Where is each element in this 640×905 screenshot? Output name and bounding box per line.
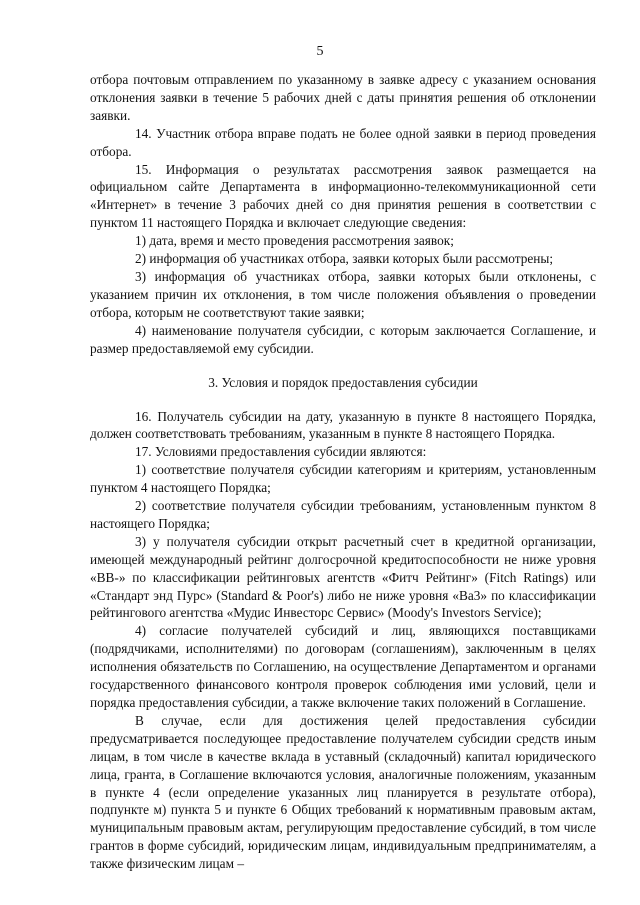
page-number: 5	[316, 44, 324, 59]
list-item-17-3: 3) у получателя субсидии открыт расчетный счет в кредитной организации, имеющей международный рейтинг долгосрочной кредитоспособности не ниже уровня «BB-» по классификации рейтинговых агентств «Фитч Рейтинг» (Fitch Ratings) или «Стандарт энд Пурс» (Standard & Poor's) либо не ниже уровня «Ba3» по классификации рейтингового агентства «Мудис Инвесторс Сервис» (Moody's Investors Service);	[90, 533, 596, 621]
paragraph-17: 17. Условиями предоставления субсидии являются:	[135, 444, 427, 460]
paragraph-14: 14. Участник отбора вправе подать не более одной заявки в период проведения отбора.	[90, 125, 596, 159]
section-heading: 3. Условия и порядок предоставления субсидии	[208, 374, 478, 390]
paragraph-16: 16. Получатель субсидии на дату, указанную в пункте 8 настоящего Порядка, должен соответствовать требованиям, указанным в пункте 8 настоящего Порядка.	[90, 408, 596, 442]
document-body	[90, 71, 596, 873]
list-item-17-2: 2) соответствие получателя субсидии требованиям, установленным пунктом 8 настоящего Порядка;	[90, 498, 596, 531]
list-item-17-1: 1) соответствие получателя субсидии категориям и критериям, установленным пунктом 4 настоящего Порядка;	[90, 462, 596, 496]
paragraph-continuation: отбора почтовым отправлением по указанному в заявке адресу с указанием основания отклонения заявки в течение 5 рабочих дней с даты принятия решения об отклонении заявки.	[90, 72, 596, 123]
paragraph-15: 15. Информация о результатах рассмотрения заявок размещается на официальном сайте Департамента в информационно-телекоммуникационной сети «Интернет» в течение 3 рабочих дней со дня принятия решения в соответствии с пунктом 11 настоящего Порядка и включает следующие сведения:	[90, 161, 596, 231]
list-item-15-1: 1) дата, время и место проведения рассмотрения заявок;	[135, 233, 454, 249]
paragraph-in-case: В случае, если для достижения целей предоставления субсидии предусматривается последующее предоставление получателем субсидии средств иным лицам, в том числе в качестве вклада в уставный (складочный) капитал юридического лица, гранта, в Соглашение включаются условия, аналогичные положениям, указанным в пункте 4 (если определение указанных лиц планируется в результате отбора), подпункте м) пункта 5 и пункте 6 Общих требований к нормативным правовым актам, муниципальным правовым актам, регулирующим предоставление субсидий, в том числе грантов в форме субсидий, юридическим лицам, индивидуальным предпринимателям, а также физическим лицам –	[90, 712, 596, 872]
list-item-15-4: 4) наименование получателя субсидии, с которым заключается Соглашение, и размер предоставляемой ему субсидии.	[90, 322, 596, 356]
list-item-15-3: 3) информация об участниках отбора, заявки которых были отклонены, с указанием причин их отклонения, в том числе положения объявления о проведении отбора, которым не соответствуют такие заявки;	[90, 268, 596, 320]
list-item-15-2: 2) информация об участниках отбора, заявки которых были рассмотрены;	[135, 251, 554, 267]
list-item-17-4: 4) согласие получателей субсидий и лиц, являющихся поставщиками (подрядчиками, исполнителями) по договорам (соглашениям), заключенным в целях исполнения обязательств по Соглашению, на осуществление Департаментом и органами государственного финансового контроля проверок соблюдения ими условий, цели и порядка предоставления субсидии, а также включение таких положений в Соглашение.	[90, 623, 596, 710]
